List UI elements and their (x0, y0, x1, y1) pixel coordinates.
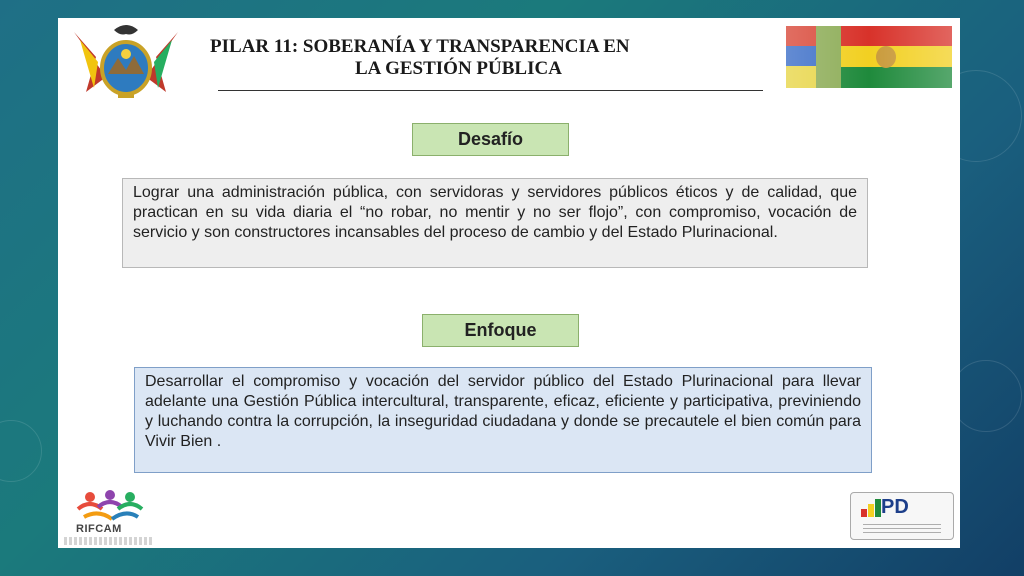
enfoque-text-box: Desarrollar el compromiso y vocación del servidor público del Estado Plurinacional para llevar adelante una Gestión Pública intercultural, transparente, eficaz, eficiente y participativa, previniendo y luchando contra la corrupción, la inseguridad ciudadana y donde se precautele el bien común para Vivir Bien . (134, 367, 872, 473)
decorative-circle (0, 420, 42, 482)
rifcam-subtitle (64, 537, 154, 545)
page-title (210, 36, 770, 80)
flags-icon (786, 26, 952, 88)
enfoque-label: Enfoque (422, 314, 579, 347)
bolivia-coat-of-arms-icon (66, 22, 186, 100)
pd-logo-text: PD (881, 496, 909, 518)
pd-logo-icon (861, 499, 883, 517)
decorative-circle (950, 360, 1022, 432)
desafio-text-box: Lograr una administración pública, con servidoras y servidores públicos éticos y de calidad, que practican en su vida diaria el “no robar, no mentir y no ser flojo”, con compromiso, vocación de servicio y son constructores incansables del proceso de cambio y del Estado Plurinacional. (122, 178, 868, 268)
title-line-1: PILAR 11: SOBERANÍA Y TRANSPARENCIA EN (210, 36, 630, 57)
title-line-2: LA GESTIÓN PÚBLICA (355, 58, 562, 79)
slide-panel (58, 18, 960, 548)
title-divider (218, 90, 763, 91)
desafio-label: Desafío (412, 123, 569, 156)
pd-logo (850, 492, 954, 540)
rifcam-logo-text: RIFCAM (76, 523, 122, 535)
pd-logo-subtitle (863, 523, 941, 533)
rifcam-logo-icon (68, 478, 158, 546)
